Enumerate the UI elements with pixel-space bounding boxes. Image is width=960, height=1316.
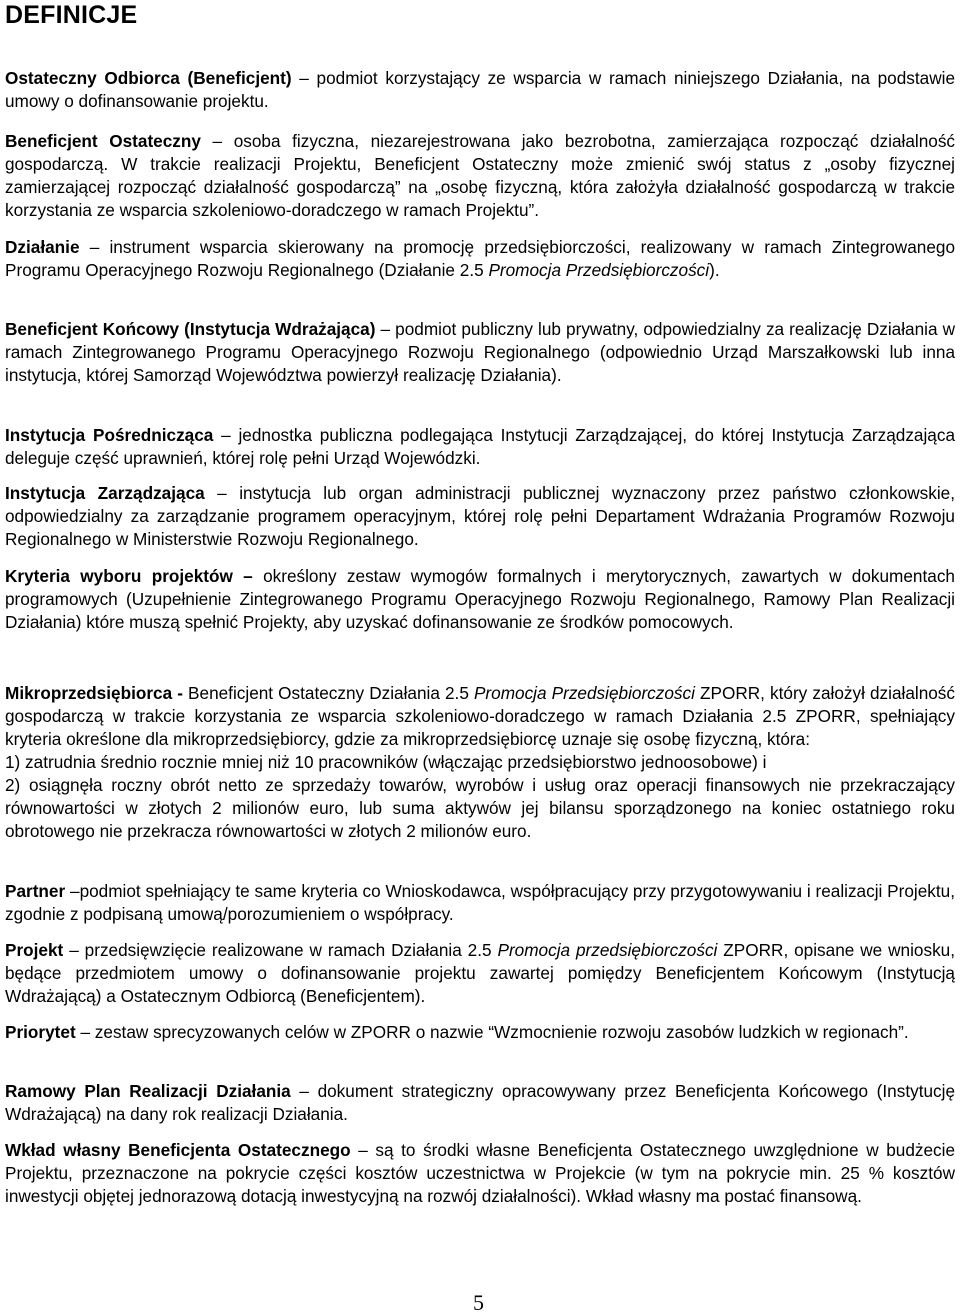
definition-term: Kryteria wyboru projektów – (5, 566, 253, 586)
definition-term: Działanie (5, 237, 80, 257)
definition-text: podmiot publiczny lub prywatny, odpowiedzialny za realizację Działania w ramach Zintegrowanego Programu Operacyjnego Rozwoju Regionalnego (odpowiednio Urząd Marszałkowski lub inna instytucja, której Samorząd Województwa powierzył realizację Działania). (5, 319, 955, 385)
definition-term: Projekt (5, 940, 64, 960)
definition-text: przedsięwzięcie realizowane w ramach Działania 2.5 (84, 940, 498, 960)
definition-term: Priorytet (5, 1022, 76, 1042)
definition-instytucja-zarzadzajaca: Instytucja Zarządzająca – instytucja lub organ administracji publicznej wyznaczony przez państwo członkowskie, odpowiedzialny za zarządzanie programem operacyjnym, której rolę pełni Departament Wdrażania Programów Rozwoju Regionalnego w Ministerstwie Rozwoju Regionalnego. (5, 483, 956, 549)
condition-item-2: 2) osiągnęła roczny obrót netto ze sprzedaży towarów, wyrobów i usług oraz operacji finansowych nie przekraczający równowartości w złotych 2 milionów euro, lub suma aktywów jej bilansu sporządzonego na koniec ostatniego roku obrotowego nie przekracza równowartości w złotych 2 milionów euro. (5, 775, 955, 841)
definition-wklad-wlasny: Wkład własny Beneficjenta Ostatecznego – są to środki własne Beneficjenta Ostatecznego uwzględnione w budżecie Projektu, przeznaczone na pokrycie części kosztów uczestnictwa w Projekcie (w tym na pokrycie min. 25 % kosztów inwestycji objętej jednorazową dotacją inwestycyjną na rozwój działalności). Wkład własny ma postać finansową. (5, 1140, 955, 1206)
definition-term: Beneficjent Ostateczny (5, 131, 201, 151)
page-title: DEFINICJE (5, 1, 138, 29)
definition-term: Instytucja Zarządzająca (5, 483, 205, 503)
definition-term: Mikroprzedsiębiorca - (5, 683, 183, 703)
definition-italic: Promocja przedsiębiorczości (497, 940, 718, 960)
definition-term: Ostateczny Odbiorca (Beneficjent) (5, 68, 292, 88)
definition-partner: Partner –podmiot spełniający te same kryteria co Wnioskodawca, współpracujący przy przygotowywaniu i realizacji Projektu, zgodnie z podpisaną umową/porozumieniem o współpracy. (5, 881, 955, 924)
definition-text: osoba fizyczna, niezarejestrowana jako bezrobotna, zamierzająca rozpocząć działalność gospodarczą. W trakcie realizacji Projektu, Beneficjent Ostateczny może zmienić swój status z „osoby fizycznej zamierzającej rozpocząć działalność gospodarczą” na „osobę fizyczną, która założyła działalność gospodarczą w trakcie korzystania ze wsparcia szkoleniowo-doradczego w ramach Projektu”. (5, 131, 956, 220)
definition-ramowy-plan: Ramowy Plan Realizacji Działania – dokument strategiczny opracowywany przez Beneficjenta Końcowego (Instytucję Wdrażającą) na dany rok realizacji Działania. (5, 1081, 956, 1124)
definition-beneficjent-ostateczny: Beneficjent Ostateczny – osoba fizyczna, niezarejestrowana jako bezrobotna, zamierzająca rozpocząć działalność gospodarczą. W trakcie realizacji Projektu, Beneficjent Ostateczny może zmienić swój status z „osoby fizycznej zamierzającej rozpocząć działalność gospodarczą” na „osobę fizyczną, która założyła działalność gospodarczą w trakcie korzystania ze wsparcia szkoleniowo-doradczego w ramach Projektu”. (5, 131, 956, 220)
definition-text: podmiot spełniający te same kryteria co Wnioskodawca, współpracujący przy przygotowywaniu i realizacji Projektu, zgodnie z podpisaną umową/porozumieniem o współpracy. (5, 881, 955, 924)
definition-mikroprzedsiebiorca: Mikroprzedsiębiorca - Beneficjent Ostateczny Działania 2.5 Promocja Przedsiębiorczości ZPORR, który założył działalność gospodarczą w trakcie korzystania ze wsparcia szkoleniowo-doradczego w ramach Działania 2.5 ZPORR, spełniający kryteria określone dla mikroprzedsiębiorcy, gdzie za mikroprzedsiębiorcę uznaje się osobę fizyczną, która: 1) zatrudnia średnio rocznie mniej niż 10 pracowników (włączając przedsiębiorstwo jednoosobowe) i 2) osiągnęła roczny obrót netto ze sprzedaży towarów, wyrobów i usług oraz operacji finansowych nie przekraczający równowartości w złotych 2 milionów euro, lub suma aktywów jej bilansu sporządzonego na koniec ostatniego roku obrotowego nie przekracza równowartości w złotych 2 milionów euro. (5, 683, 955, 841)
definition-kryteria-wyboru (5, 565, 955, 634)
definition-term: Ramowy Plan Realizacji Działania (5, 1081, 291, 1101)
definition-term: Wkład własny Beneficjenta Ostatecznego (5, 1140, 351, 1160)
definition-dzialanie: Działanie – instrument wsparcia skierowany na promocję przedsiębiorczości, realizowany w ramach Zintegrowanego Programu Operacyjnego Rozwoju Regionalnego (Działanie 2.5 Promocja Przedsiębiorczości). (5, 237, 956, 280)
definition-text: instytucja lub organ administracji publicznej wyznaczony przez państwo członkowskie, odpowiedzialny za zarządzanie programem operacyjnym, której rolę pełni Departament Wdrażania Programów Rozwoju Regionalnego w Ministerstwie Rozwoju Regionalnego. (5, 483, 956, 549)
definition-beneficjent-koncowy: Beneficjent Końcowy (Instytucja Wdrażająca) – podmiot publiczny lub prywatny, odpowiedzialny za realizację Działania w ramach Zintegrowanego Programu Operacyjnego Rozwoju Regionalnego (odpowiednio Urząd Marszałkowski lub inna instytucja, której Samorząd Województwa powierzył realizację Działania). (5, 319, 955, 385)
definition-text: jednostka publiczna podlegająca Instytucji Zarządzającej, do której Instytucja Zarządzająca deleguje część uprawnień, której rolę pełni Urząd Wojewódzki. (5, 425, 956, 468)
definition-priorytet: Priorytet – zestaw sprecyzowanych celów w ZPORR o nazwie “Wzmocnienie rozwoju zasobów ludzkich w regionach”. (5, 1022, 909, 1042)
definition-text: podmiot korzystający ze wsparcia w ramach niniejszego Działania, na podstawie umowy o dofinansowanie projektu. (5, 68, 956, 111)
definition-text: Beneficjent Ostateczny Działania 2.5 (188, 683, 474, 703)
definition-projekt: Projekt – przedsięwzięcie realizowane w ramach Działania 2.5 Promocja przedsiębiorczości ZPORR, opisane we wniosku, będące przedmiotem umowy o dofinansowanie projektu zawartej pomiędzy Beneficjentem Końcowym (Instytucją Wdrażającą) a Ostatecznym Odbiorcą (Beneficjentem). (5, 940, 955, 1006)
definition-term: Partner (5, 881, 66, 901)
definition-term: Instytucja Pośrednicząca (5, 425, 214, 445)
definition-text: dokument strategiczny opracowywany przez Beneficjenta Końcowego (Instytucję Wdrażającą) na dany rok realizacji Działania. (5, 1081, 956, 1124)
definition-instytucja-posredniczaca: Instytucja Pośrednicząca – jednostka publiczna podlegająca Instytucji Zarządzającej, do której Instytucja Zarządzająca deleguje część uprawnień, której rolę pełni Urząd Wojewódzki. (5, 425, 956, 468)
page-number: 5 (473, 1290, 484, 1315)
definition-text: określony zestaw wymogów formalnych i merytorycznych, zawartych w dokumentach programowych (Uzupełnienie Zintegrowanego Programu Operacyjnego Rozwoju Regionalnego, Ramowy Plan Realizacji Działania) które muszą spełnić Projekty, aby uzyskać dofinansowanie ze środków pomocowych. (5, 566, 955, 632)
definition-text: instrument wsparcia skierowany na promocję przedsiębiorczości, realizowany w ramach Zintegrowanego Programu Operacyjnego Rozwoju Regionalnego (Działanie 2.5 (5, 237, 956, 280)
condition-item-1: 1) zatrudnia średnio rocznie mniej niż 10 pracowników (włączając przedsiębiorstwo jednoosobowe) i (5, 752, 767, 772)
definition-ostateczny-odbiorca: Ostateczny Odbiorca (Beneficjent) – podmiot korzystający ze wsparcia w ramach niniejszego Działania, na podstawie umowy o dofinansowanie projektu. (5, 68, 956, 111)
definition-italic: Promocja Przedsiębiorczości (488, 260, 710, 280)
definition-italic: Promocja Przedsiębiorczości (473, 683, 695, 703)
definition-text: zestaw sprecyzowanych celów w ZPORR o nazwie “Wzmocnienie rozwoju zasobów ludzkich w regionach”. (94, 1022, 909, 1042)
definition-text: są to środki własne Beneficjenta Ostatecznego uwzględnione w budżecie Projektu, przeznaczone na pokrycie części kosztów uczestnictwa w Projekcie (w tym na pokrycie min. 25 % kosztów inwestycji objętej jednorazową dotacją inwestycyjną na rozwój działalności). Wkład własny ma postać finansową. (5, 1140, 955, 1206)
definition-term: Beneficjent Końcowy (Instytucja Wdrażająca) (5, 319, 376, 339)
